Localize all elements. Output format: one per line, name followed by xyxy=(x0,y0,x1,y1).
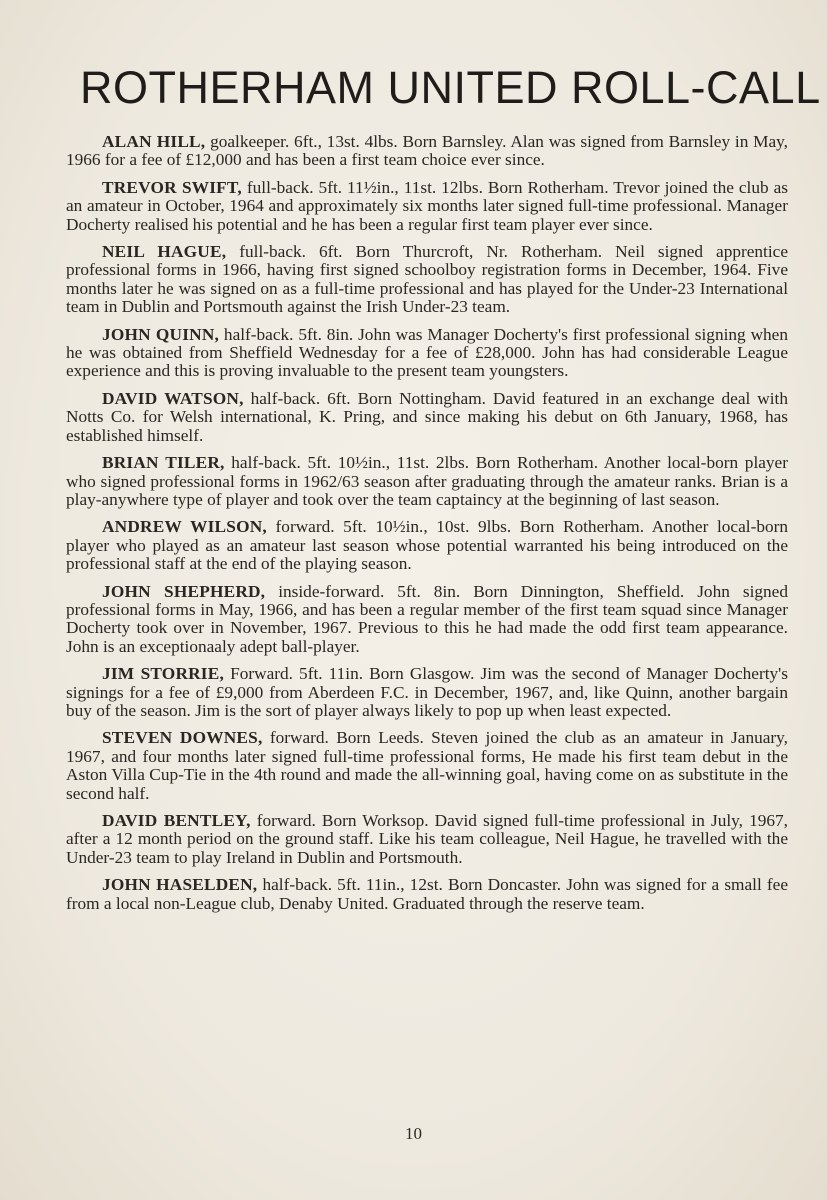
player-entry xyxy=(66,326,788,381)
player-entry xyxy=(66,583,788,657)
player-entry xyxy=(66,729,788,803)
player-name: BRIAN TILER, xyxy=(102,453,225,473)
player-description: inside-forward. 5ft. 8in. Born Dinnington, Sheffield. John signed professional forms in May, 1966, and has been a regular member of the first team squad since Manager Docherty took over in November, 1967. Previous to this he had made the odd first team appearance. John is an exceptionaaly adept ball-player. xyxy=(66,581,788,656)
player-name: JIM STORRIE, xyxy=(102,664,224,684)
player-name: TREVOR SWIFT, xyxy=(102,177,242,197)
player-description: forward. Born Leeds. Steven joined the club as an amateur in January, 1967, and four months later signed full-time professional forms, He made his first team debut in the Aston Villa Cup-Tie in the 4th round and made the all-winning goal, having come on as substitute in the second half. xyxy=(66,728,788,803)
player-description: Forward. 5ft. 11in. Born Glasgow. Jim was the second of Manager Docherty's signings for a fee of £9,000 from Aberdeen F.C. in December, 1967, and, like Quinn, another bargain buy of the season. Jim is the sort of player always likely to pop up when least expected. xyxy=(66,664,789,720)
player-entry xyxy=(66,179,788,234)
roll-call-list xyxy=(66,133,788,922)
player-entry xyxy=(66,454,788,509)
player-name: DAVID WATSON, xyxy=(102,388,244,408)
player-description: half-back. 6ft. Born Nottingham. David featured in an exchange deal with Notts Co. for Welsh international, K. Pring, and since making his debut on 6th January, 1968, has established himself. xyxy=(66,388,788,445)
player-description: half-back. 5ft. 10½in., 11st. 2lbs. Born Rotherham. Another local-born player who signed professional forms in 1962/63 season after graduating through the amateur ranks. Brian is a play-anywhere type of player and took over the team captaincy at the beginning of last season. xyxy=(66,453,788,509)
player-description: full-back. 5ft. 11½in., 11st. 12lbs. Born Rotherham. Trevor joined the club as an amateur in October, 1964 and approximately six months later signed full-time professional. Manager Docherty realised his potential and he has been a regular first team player ever since. xyxy=(66,177,788,234)
player-entry xyxy=(66,243,788,317)
page-title: ROTHERHAM UNITED ROLL-CALL xyxy=(80,62,821,113)
player-entry xyxy=(66,133,788,170)
player-description: goalkeeper. 6ft., 13st. 4lbs. Born Barnsley. Alan was signed from Barnsley in May, 1966 for a fee of £12,000 and has been a first team choice ever since. xyxy=(66,132,788,170)
player-entry xyxy=(66,518,788,573)
player-name: ALAN HILL, xyxy=(102,132,206,151)
player-description: forward. 5ft. 10½in., 10st. 9lbs. Born Rotherham. Another local-born player who played as an amateur last season whose potential warranted his being introduced on the professional staff at the end of the playing season. xyxy=(66,517,788,574)
player-name: JOHN SHEPHERD, xyxy=(102,581,266,601)
page-number: 10 xyxy=(405,1124,422,1143)
player-name: ANDREW WILSON, xyxy=(102,517,267,537)
player-name: JOHN HASELDEN, xyxy=(102,875,258,895)
player-description: forward. Born Worksop. David signed full-time professional in July, 1967, after a 12 month period on the ground staff. Like his team colleague, Neil Hague, he travelled with the Under-23 team to play Ireland in Dublin and Portsmouth. xyxy=(66,811,788,867)
player-name: JOHN QUINN, xyxy=(102,324,220,344)
player-entry xyxy=(66,390,788,445)
player-entry xyxy=(66,665,788,720)
player-description: half-back. 5ft. 8in. John was Manager Docherty's first professional signing when he was obtained from Sheffield Wednesday for a fee of £28,000. John has had considerable League experience and this is proving invaluable to the present team youngsters. xyxy=(66,324,788,381)
player-description: full-back. 6ft. Born Thurcroft, Nr. Rotherham. Neil signed apprentice professional forms in 1966, having first signed schoolboy registration forms in December, 1964. Five months later he was signed on as a full-time professional and has played for the Under-23 International team in Dublin and Portsmouth against the Irish Under-23 team. xyxy=(66,242,789,317)
player-entry xyxy=(66,812,788,867)
player-entry xyxy=(66,876,788,913)
player-description: half-back. 5ft. 11in., 12st. Born Doncaster. John was signed for a small fee from a local non-League club, Denaby United. Graduated through the reserve team. xyxy=(66,875,788,913)
player-name: NEIL HAGUE, xyxy=(102,242,227,262)
player-name: DAVID BENTLEY, xyxy=(102,811,251,830)
player-name: STEVEN DOWNES, xyxy=(102,728,263,748)
